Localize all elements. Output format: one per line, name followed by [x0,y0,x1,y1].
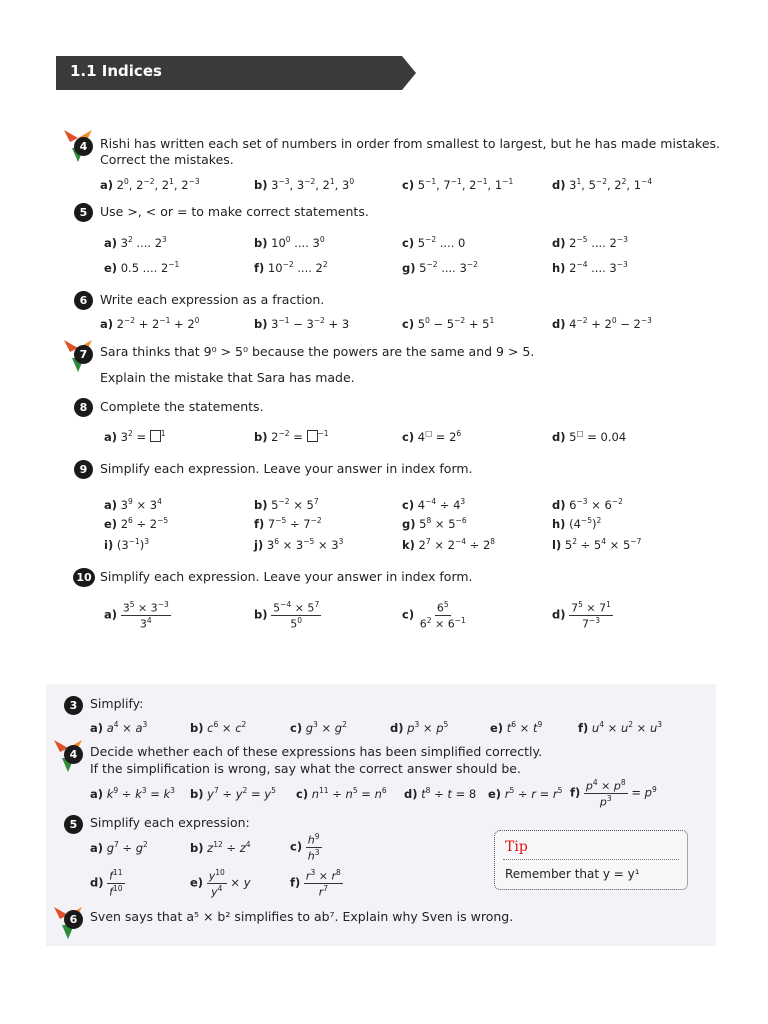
question-text: Simplify each expression. Leave your answer in index form. [100,569,473,584]
section-banner [56,56,416,90]
exercise-part: b) $2^{-2} = ^{-1}$ [254,429,329,444]
question-text: Complete the statements. [100,399,264,414]
exercise-part: h) $2^{-4}$ .... $3^{-3}$ [552,260,628,275]
exercise-part: e) $2^6 \div 2^{-5}$ [104,516,169,531]
question-number: 9 [74,460,93,479]
question-text: Explain the mistake that Sara has made. [100,370,355,385]
tip-divider [503,859,679,860]
exercise-part: g) $5^{-2}$ .... $3^{-2}$ [402,260,478,275]
question-number: 3 [64,696,83,715]
exercise-part: c) $5^0 - 5^{-2} + 5^1$ [402,316,495,331]
exercise-part: d) $t^8 \div t = 8$ [404,786,477,801]
exercise-part: b) $c^6 \times c^2$ [190,720,247,735]
question-text: Sven says that a⁵ × b² simplifies to ab⁷. Explain why Sven is wrong. [90,909,514,924]
question-text: Decide whether each of these expressions has been simplified correctly. [90,744,543,759]
exercise-part: c) $5^{-2}$ .... 0 [402,235,466,250]
tip-title: Tip [505,839,528,855]
exercise-part: e) $r^5 \div r = r^5$ [488,786,563,801]
exercise-part: a) $3^2$ .... $2^3$ [104,235,167,250]
exercise-part: b) $3^{-1} - 3^{-2} + 3$ [254,316,350,331]
exercise-part: g) $5^8 \times 5^{-6}$ [402,516,467,531]
exercise-part: b) $z^{12} \div z^4$ [190,840,251,855]
exercise-part: e) $\frac{y^{10}}{y^4}$ × y [190,868,251,899]
part-c: c) $5^{-1}$, $7^{-1}$, $2^{-1}$, $1^{-1}$ [402,177,514,192]
exercise-part: d) $4^{-2} + 2^0 - 2^{-3}$ [552,316,652,331]
question-text: Write each expression as a fraction. [100,292,325,307]
exercise-part: f) $10^{-2}$ .... $2^2$ [254,260,328,275]
exercise-part: d) $2^{-5}$ .... $2^{-3}$ [552,235,628,250]
exercise-part: a) $g^7 \div g^2$ [90,840,148,855]
tip-box [494,830,688,890]
exercise-part: b) $\frac{5^{-4} \times 5^7}{5^0}$ [254,600,320,631]
exercise-part: a) $a^4 \times a^3$ [90,720,148,735]
question-number: 8 [74,398,93,417]
question-number: 4 [64,745,83,764]
question-number: 10 [73,568,95,587]
exercise-part: j) $3^6 \times 3^{-5} \times 3^3$ [254,537,344,552]
exercise-part: c) $4^{-4} \div 4^3$ [402,497,466,512]
exercise-part: f) $u^4 \times u^2 \times u^3$ [578,720,663,735]
question-number: 5 [64,815,83,834]
exercise-part: d) $p^3 \times p^5$ [390,720,449,735]
part-d: d) $3^1$, $5^{-2}$, $2^2$, $1^{-4}$ [552,177,653,192]
question-number: 6 [74,291,93,310]
exercise-part: c) $g^3 \times g^2$ [290,720,347,735]
question-text: Simplify each expression: [90,815,250,830]
exercise-part: f) $\frac{r^3 \times r^8}{r^7}$ [290,868,341,899]
exercise-part: b) $5^{-2} \times 5^7$ [254,497,319,512]
exercise-part: c) $4^□ = 2^6$ [402,429,462,444]
question-text: Rishi has written each set of numbers in order from smallest to largest, but he has made mistakes. [100,136,721,151]
exercise-part: d) 5□ = 0.04 [552,429,627,444]
exercise-part: h) $(4^{-5})^2$ [552,516,602,531]
exercise-part: c) $\frac{6^5}{6^2 \times 6^{-1}}$ [402,600,466,631]
part-a: a) $2^0$, $2^{-2}$, $2^1$, $2^{-3}$ [100,177,200,192]
question-text: Simplify each expression. Leave your answer in index form. [100,461,473,476]
exercise-part: d) $\frac{7^5 \times 7^1}{7^{-3}}$ [552,600,611,631]
exercise-part: a) $3^9 \times 3^4$ [104,497,162,512]
exercise-part: i) $(3^{-1})^3$ [104,537,150,552]
exercise-part: a) $2^{-2} + 2^{-1} + 2^0$ [100,316,200,331]
question-text: Sara thinks that 9⁰ > 5⁰ because the powers are the same and 9 > 5. [100,344,535,359]
exercise-part: b) $y^7 \div y^2 = y^5$ [190,786,276,801]
question-text: If the simplification is wrong, say what the correct answer should be. [90,761,521,776]
exercise-part: b) $10^0$ .... $3^0$ [254,235,325,250]
exercise-part: f) $\frac{p^4 \times p^8}{p^3}$ = $p^9$ [570,778,657,809]
exercise-part: c) $n^{11} \div n^5 = n^6$ [296,786,387,801]
exercise-part: f) $7^{-5} \div 7^{-2}$ [254,516,322,531]
section-title: 1.1 Indices [70,62,162,80]
question-number: 4 [74,137,93,156]
exercise-part: d) $\frac{f^{11}}{f^{10}}$ [90,868,123,899]
question-number: 5 [74,203,93,222]
tip-text: Remember that y = y¹ [505,867,640,881]
exercise-part: d) $6^{-3} \times 6^{-2}$ [552,497,623,512]
exercise-part: e) $t^6 \times t^9$ [490,720,543,735]
exercise-part: l) $5^2 \div 5^4 \times 5^{-7}$ [552,537,642,552]
question-text: Correct the mistakes. [100,152,234,167]
exercise-part: a) $\frac{3^5 \times 3^{-3}}{3^4}$ [104,600,169,631]
exercise-part: a) $k^9 \div k^3 = k^3$ [90,786,175,801]
question-number: 7 [74,345,93,364]
exercise-part: k) $2^7 \times 2^{-4} \div 2^8$ [402,537,496,552]
question-text: Simplify: [90,696,144,711]
exercise-part: e) 0.5 .... $2^{-1}$ [104,260,180,275]
exercise-part: c) $\frac{h^9}{h^3}$ [290,832,320,863]
exercise-part: a) $3^2 = ^1$ [104,429,166,444]
question-text: Use >, < or = to make correct statements. [100,204,369,219]
question-number: 6 [64,910,83,929]
part-b: b) $3^{-3}$, $3^{-2}$, $2^1$, $3^0$ [254,177,355,192]
